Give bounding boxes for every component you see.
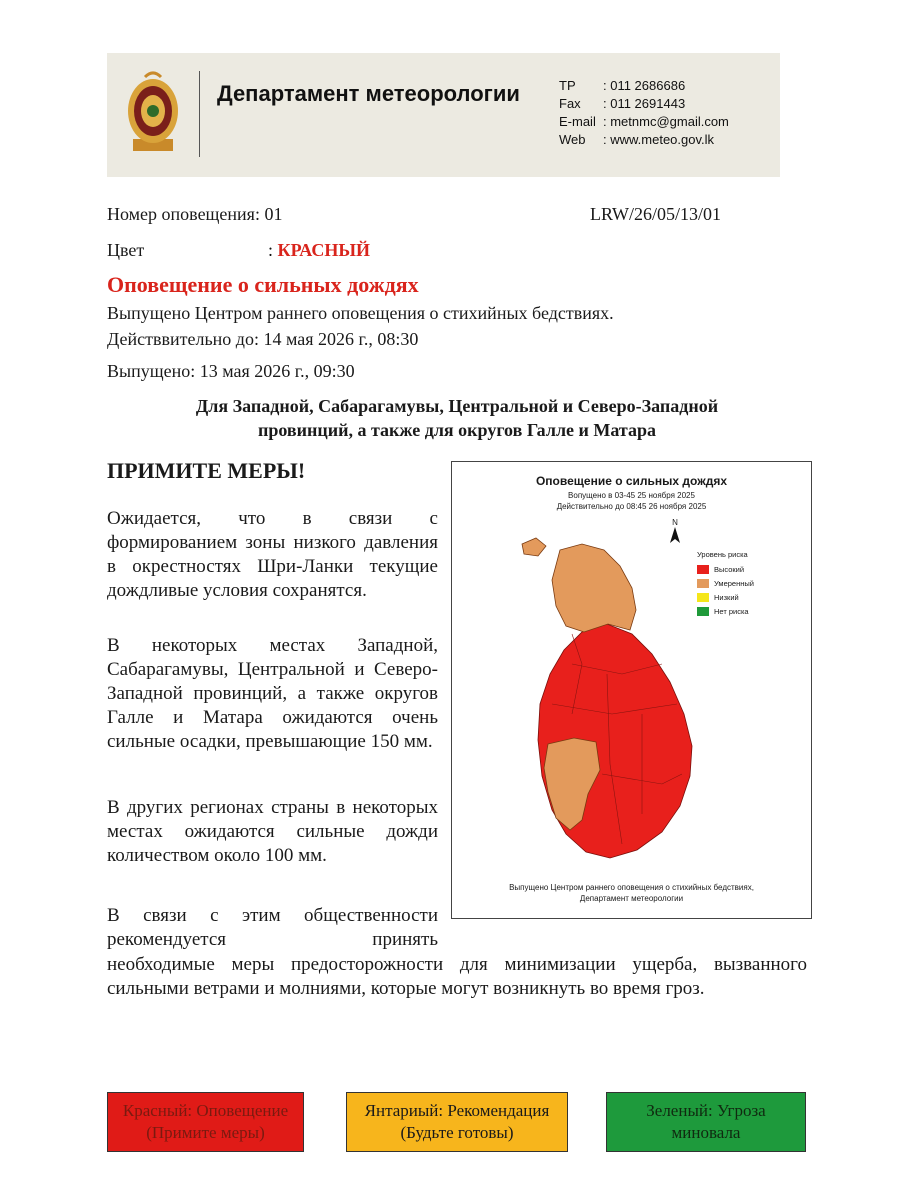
legend-title: Уровень риска xyxy=(697,550,748,559)
alert-number: Номер оповещения: 01 xyxy=(107,204,283,224)
paragraph-2: В некоторых местах Западной, Сабарагамувы, Центральной и Северо-Западной провинций, а также округов Галле и Матара ожидаются очень сильные осадки, превышающие 150 мм. xyxy=(107,635,438,752)
contact-row xyxy=(559,77,729,95)
issued-by: Выпущено Центром раннего оповещения о стихийных бедствиях. xyxy=(107,303,614,323)
north-arrow xyxy=(670,518,680,545)
action-heading: ПРИМИТЕ МЕРЫ! xyxy=(107,458,306,483)
contact-key: TP xyxy=(559,78,576,93)
legend-label: Умеренный xyxy=(714,578,754,588)
badge-line: (Примите меры) xyxy=(146,1123,265,1142)
color-label: Цвет xyxy=(107,240,145,260)
risk-map-panel xyxy=(451,461,812,919)
legend-item xyxy=(697,576,754,590)
alert-title: Оповещение о сильных дождях xyxy=(107,272,419,297)
map-legend xyxy=(697,550,754,618)
region-line: провинций, а также для округов Галле и Матара xyxy=(257,420,656,440)
map-footer-line: Департамент метеорологии xyxy=(579,894,684,903)
contact-row xyxy=(559,113,729,131)
badge-green xyxy=(606,1092,806,1152)
badge-line: Зеленый: Угроза xyxy=(646,1101,766,1120)
badge-amber xyxy=(346,1092,568,1152)
contact-key: Fax xyxy=(559,96,581,111)
map-valid: Действительно до 08:45 26 ноября 2025 xyxy=(556,502,707,511)
contact-row xyxy=(559,131,729,149)
department-name: Департамент метеорологии xyxy=(217,81,520,106)
contact-key: E-mail xyxy=(559,114,596,129)
moderate-risk-islands xyxy=(522,538,546,556)
contact-block xyxy=(559,77,729,149)
badge-line: Красный: Оповещение xyxy=(122,1101,289,1120)
government-emblem-icon xyxy=(123,69,183,155)
legend-swatch xyxy=(697,579,709,588)
header-divider xyxy=(199,71,200,157)
badge-line: Янтариый: Рекомендация xyxy=(364,1101,550,1120)
contact-value[interactable]: : www.meteo.gov.lk xyxy=(603,132,715,147)
valid-until: Действвительно до: 14 мая 2026 г., 08:30 xyxy=(107,329,419,349)
north-arrow-icon xyxy=(670,527,680,543)
badge-red xyxy=(107,1092,304,1152)
badge-line: (Будьте готовы) xyxy=(400,1123,514,1142)
legend-label: Низкий xyxy=(714,592,739,602)
sri-lanka-map xyxy=(512,514,702,874)
moderate-risk-north xyxy=(552,544,636,632)
map-footer-line: Выпущено Центром раннего оповещения о стихийных бедствиях, xyxy=(509,883,754,892)
issued-at: Выпущено: 13 мая 2026 г., 09:30 xyxy=(107,361,355,381)
badge-line: миновала xyxy=(671,1123,741,1142)
map-issued: Вопущено в 03-45 25 ноября 2025 xyxy=(568,491,695,500)
paragraph-1: Ожидается, что в связи с формированием зоны низкого давления в окрестностях Шри-Ланки текущие дождливые условия сохранятся. xyxy=(107,508,438,601)
contact-value: : 011 2691443 xyxy=(603,96,686,111)
legend-item xyxy=(697,590,754,604)
contact-key: Web xyxy=(559,132,586,147)
legend-label: Высокий xyxy=(714,564,745,574)
map-title: Оповещение о сильных дождях xyxy=(535,474,728,488)
color-value: : КРАСНЫЙ xyxy=(268,240,371,260)
legend-item xyxy=(697,562,754,576)
paragraph-4-start: В связи с этим общественности рекомендуется принять xyxy=(107,905,438,950)
legend-item xyxy=(697,604,754,618)
north-label: N xyxy=(672,518,678,527)
paragraph-3: В других регионах страны в некоторых местах ожидаются сильные дожди количеством около 100 мм. xyxy=(107,797,438,866)
letterhead xyxy=(107,53,780,177)
legend-swatch xyxy=(697,565,709,574)
map-footer xyxy=(452,882,811,904)
paragraph-4-end: необходимые меры предосторожности для минимизации ущерба, вызванного сильными ветрами и молниями, которые могут возникнуть во время гроз. xyxy=(107,954,807,999)
contact-value[interactable]: : metnmc@gmail.com xyxy=(603,114,729,129)
region-line: Для Западной, Сабарагамувы, Центральной и Северо-Западной xyxy=(195,396,719,416)
alert-reference: LRW/26/05/13/01 xyxy=(590,204,722,224)
legend-swatch xyxy=(697,607,709,616)
region-heading xyxy=(107,394,807,442)
contact-row xyxy=(559,95,729,113)
legend-label: Нет риска xyxy=(714,606,749,616)
contact-value: : 011 2686686 xyxy=(603,78,686,93)
legend-swatch xyxy=(697,593,709,602)
